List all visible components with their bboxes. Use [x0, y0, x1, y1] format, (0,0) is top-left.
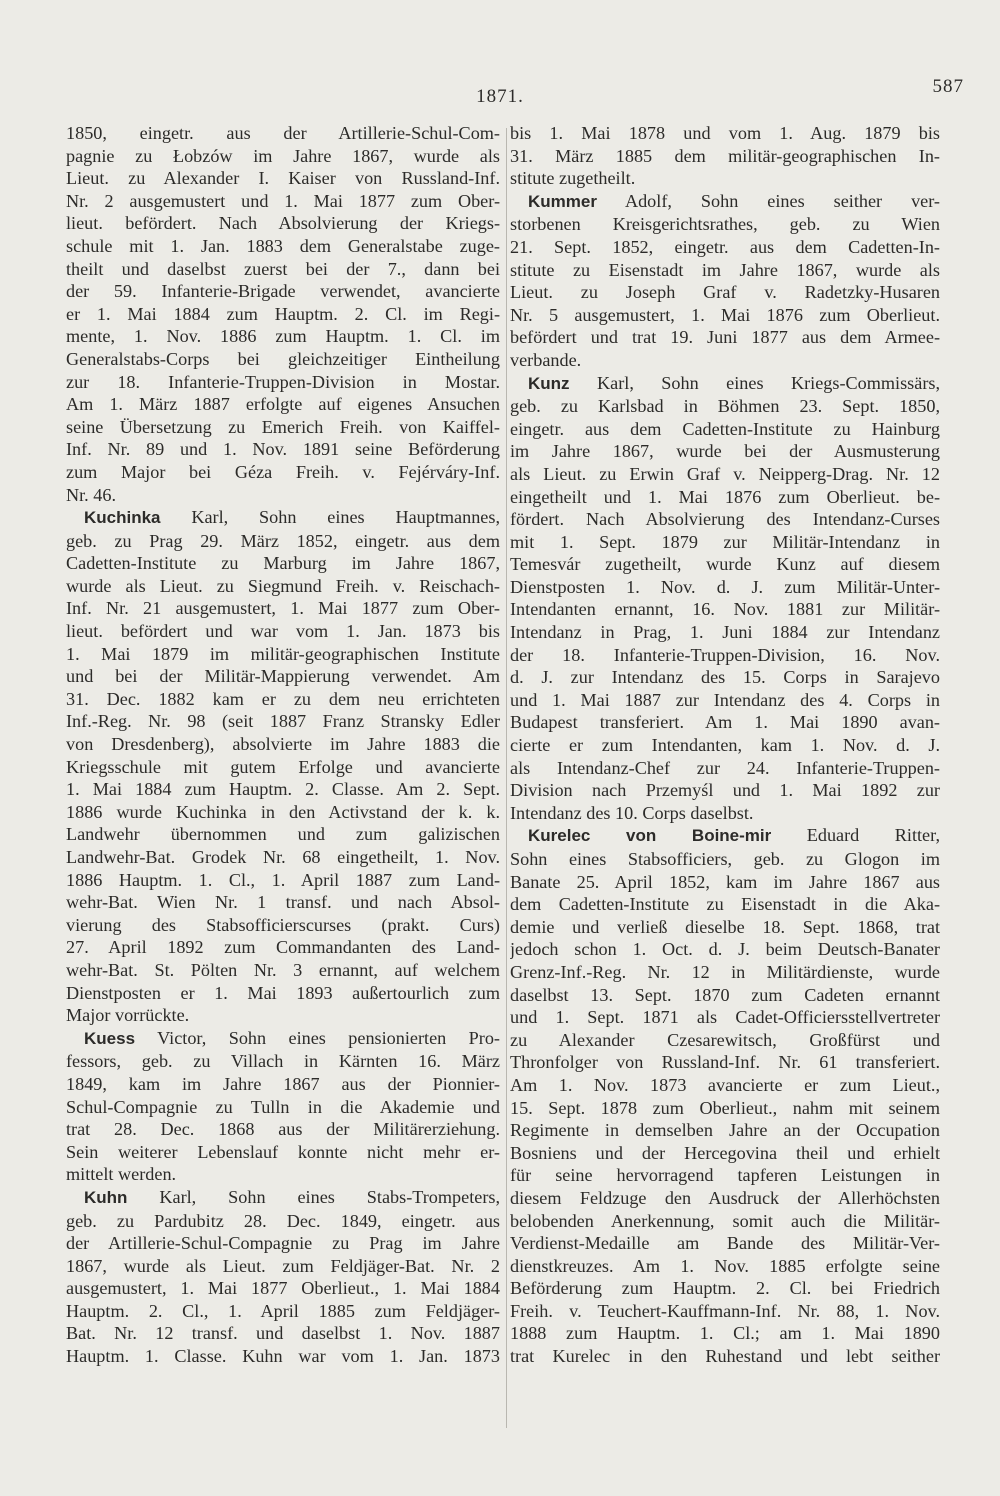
text-line — [66, 1096, 500, 1119]
entry-heading-line — [66, 1186, 500, 1210]
text-line — [510, 440, 940, 463]
line-text: Landwehr-Bat. Grodek Nr. 68 eingetheilt, 1. Nov. — [66, 847, 500, 867]
text-line — [66, 371, 500, 394]
line-text: 1850, eingetr. aus der Artillerie-Schul-Com- — [66, 123, 500, 143]
text-line — [66, 1141, 500, 1164]
text-line — [66, 1300, 500, 1323]
text-line — [66, 1322, 500, 1345]
line-text: Budapest transferiert. Am 1. Mai 1890 avan- — [510, 712, 940, 733]
text-line — [510, 463, 940, 486]
text-line — [510, 1097, 940, 1120]
line-text: belobenden Anerkennung, somit auch die Militär- — [510, 1210, 940, 1231]
line-text: Karl, Sohn eines Stabs-Trompeters, — [127, 1186, 500, 1207]
entry-surname: Kuchinka — [84, 508, 161, 528]
line-text: Banate 25. April 1852, kam im Jahre 1867 aus — [510, 871, 940, 892]
text-line — [66, 620, 500, 643]
line-text: geb. zu Karlsbad in Böhmen 23. Sept. 1850, — [510, 396, 940, 417]
line-text: Regimente in demselben Jahre an der Occupation — [510, 1120, 940, 1141]
line-text: Lieut. zu Joseph Graf v. Radetzky-Husaren — [510, 282, 940, 303]
line-text: mente, 1. Nov. 1886 zum Hauptm. 1. Cl. im — [66, 326, 500, 347]
text-line — [66, 869, 500, 892]
line-text: 31. Dec. 1882 kam er zu dem neu errichteten — [66, 688, 500, 709]
text-line — [66, 778, 500, 801]
text-line — [66, 145, 500, 168]
line-text: Major vorrückte. — [66, 1005, 190, 1026]
line-text: als Intendanz-Chef zur 24. Infanterie-Truppen- — [510, 757, 940, 778]
line-text: demie und verließ dieselbe 18. Sept. 1868, trat — [510, 916, 940, 937]
line-text: 21. Sept. 1852, eingetr. aus dem Cadetten-In- — [510, 236, 940, 257]
text-line — [510, 1142, 940, 1165]
text-line — [510, 1322, 940, 1345]
entry-heading-line — [510, 824, 940, 848]
text-line — [510, 1029, 940, 1052]
text-line — [510, 326, 940, 349]
text-line — [510, 621, 940, 644]
entry-heading-line — [66, 1027, 500, 1051]
right-text-column — [510, 122, 940, 1368]
line-text: zu Alexander Czesarewitsch, Großfürst und — [510, 1029, 940, 1050]
entry-heading-line — [510, 372, 940, 396]
line-text: diesem Feldzuge den Ausdruck der Allerhöchsten — [510, 1187, 940, 1208]
line-text: 1. Mai 1884 zum Hauptm. 2. Classe. Am 2. Sept. — [66, 779, 500, 800]
line-text: 31. März 1885 dem militär-geographischen In- — [510, 145, 940, 166]
text-line — [66, 1232, 500, 1255]
text-line — [510, 553, 940, 576]
text-line — [510, 689, 940, 712]
line-text: stitute zu Eisenstadt im Jahre 1867, wurde als — [510, 259, 940, 280]
line-text: Inf.-Reg. Nr. 98 (seit 1887 Franz Stransky Edler — [66, 711, 500, 732]
text-line — [510, 304, 940, 327]
text-line — [510, 1006, 940, 1029]
text-line — [66, 325, 500, 348]
line-text: eingetr. aus dem Cadetten-Institute zu Hainburg — [510, 418, 940, 439]
line-text: er 1. Mai 1884 zum Hauptm. 2. Cl. im Regi- — [66, 303, 500, 324]
text-line — [66, 823, 500, 846]
line-text: Grenz-Inf.-Reg. Nr. 12 in Militärdienste, wurde — [510, 961, 940, 982]
line-text: daselbst 13. Sept. 1870 zum Cadeten ernannt — [510, 984, 940, 1005]
text-line — [66, 936, 500, 959]
line-text: 1888 zum Hauptm. 1. Cl.; am 1. Mai 1890 — [510, 1323, 940, 1344]
text-line — [510, 1164, 940, 1187]
line-text: befördert und trat 19. Juni 1877 aus dem Armee- — [510, 327, 940, 348]
line-text: wurde als Lieut. zu Siegmund Freih. v. Reischach- — [66, 575, 500, 596]
text-line — [510, 1277, 940, 1300]
text-line — [510, 779, 940, 802]
text-line — [66, 280, 500, 303]
column-divider — [506, 128, 507, 1428]
line-text: Nr. 46. — [66, 484, 117, 505]
text-line — [66, 167, 500, 190]
text-line — [66, 1345, 500, 1368]
line-text: Generalstabs-Corps bei gleichzeitiger Eintheilung — [66, 348, 500, 369]
line-text: lieut. befördert und war vom 1. Jan. 1873 bis — [66, 621, 500, 642]
line-text: trat Kurelec in den Ruhestand und lebt seither — [510, 1346, 940, 1367]
line-text: theilt und daselbst zuerst bei der 7., dann bei — [66, 258, 500, 279]
text-line — [66, 348, 500, 371]
text-line — [510, 916, 940, 939]
text-line — [510, 893, 940, 916]
page-number: 587 — [932, 76, 964, 97]
line-text: Intendanz des 10. Corps daselbst. — [510, 802, 754, 823]
line-text: Hauptm. 2. Cl., 1. April 1885 zum Feldjäger- — [66, 1300, 500, 1321]
line-text: mit 1. Sept. 1879 zur Militär-Intendanz in — [510, 531, 940, 552]
text-line — [66, 688, 500, 711]
text-line — [510, 236, 940, 259]
line-text: der 18. Infanterie-Truppen-Division, 16. Nov. — [510, 644, 940, 665]
line-text: Freih. v. Teuchert-Kauffmann-Inf. Nr. 88, 1. Nov. — [510, 1300, 940, 1321]
line-text: seine Übersetzung zu Emerich Freih. von Kaiffel- — [66, 416, 500, 437]
text-line — [510, 1051, 940, 1074]
line-text: der 59. Infanterie-Brigade verwendet, avancierte — [66, 281, 500, 302]
text-line — [510, 213, 940, 236]
text-line — [66, 1210, 500, 1233]
line-text: Division nach Przemyśl und 1. Mai 1892 zur — [510, 780, 940, 801]
text-line — [66, 461, 500, 484]
text-line — [66, 665, 500, 688]
left-text-column — [66, 122, 500, 1368]
text-line — [510, 984, 940, 1007]
line-text: Inf. Nr. 21 ausgemustert, 1. Mai 1877 zum Ober- — [66, 598, 500, 619]
line-text: 1. Mai 1879 im militär-geographischen Institute — [66, 643, 500, 664]
entry-heading-line — [66, 506, 500, 530]
entry-surname: Kuhn — [84, 1187, 128, 1207]
text-line — [510, 757, 940, 780]
text-line — [510, 1345, 940, 1368]
entry-surname: Kummer — [528, 191, 597, 211]
line-text: lieut. befördert. Nach Absolvierung der Kriegs- — [66, 213, 500, 234]
text-line — [66, 552, 500, 575]
text-line — [66, 801, 500, 824]
line-text: Landwehr übernommen und zum galizischen — [66, 824, 500, 845]
text-line — [510, 122, 940, 145]
text-line — [66, 393, 500, 416]
line-text: Hauptm. 1. Classe. Kuhn war vom 1. Jan. 1873 — [66, 1346, 500, 1367]
line-text: von Dresdenberg), absolvierte im Jahre 1883 die — [66, 734, 500, 755]
text-line — [510, 418, 940, 441]
line-text: fessors, geb. zu Villach in Kärnten 16. März — [66, 1051, 500, 1072]
text-line — [510, 666, 940, 689]
text-line — [66, 1004, 500, 1027]
text-line — [66, 643, 500, 666]
text-line — [66, 235, 500, 258]
line-text: verbande. — [510, 349, 582, 370]
entry-heading-line — [510, 190, 940, 214]
text-line — [66, 416, 500, 439]
line-text: Beförderung zum Hauptm. 2. Cl. bei Friedrich — [510, 1278, 940, 1299]
text-line — [510, 486, 940, 509]
line-text: und bei der Militär-Mappierung verwendet. Am — [66, 666, 500, 687]
text-line — [66, 190, 500, 213]
line-text: trat 28. Dec. 1868 aus der Militärerziehung. — [66, 1119, 500, 1140]
line-text: 27. April 1892 zum Commandanten des Land- — [66, 937, 500, 958]
text-line — [66, 1073, 500, 1096]
text-line — [66, 733, 500, 756]
text-line — [66, 891, 500, 914]
running-head-year: 1871. — [476, 86, 524, 107]
line-text: Dienstposten 1. Nov. d. J. zum Militär-Unter- — [510, 576, 940, 597]
line-text: Victor, Sohn eines pensionierten Pro- — [135, 1027, 500, 1048]
text-line — [66, 1255, 500, 1278]
line-text: schule mit 1. Jan. 1883 dem Generalstabe zuge- — [66, 235, 500, 256]
text-line — [510, 1187, 940, 1210]
text-line — [510, 1300, 940, 1323]
text-line — [66, 303, 500, 326]
text-line — [66, 914, 500, 937]
line-text: 1886 Hauptm. 1. Cl., 1. April 1887 zum Land- — [66, 869, 500, 890]
line-text: für seine hervorragend tapferen Leistungen in — [510, 1165, 940, 1186]
line-text: Karl, Sohn eines Hauptmannes, — [160, 507, 500, 528]
line-text: Karl, Sohn eines Kriegs-Commissärs, — [569, 372, 940, 393]
text-line — [510, 598, 940, 621]
text-line — [510, 576, 940, 599]
line-text: Cadetten-Institute zu Marburg im Jahre 1867, — [66, 553, 500, 574]
text-line — [66, 710, 500, 733]
text-line — [510, 395, 940, 418]
text-line — [66, 982, 500, 1005]
line-text: und 1. Mai 1887 zur Intendanz des 4. Corps in — [510, 689, 940, 710]
line-text: Am 1. Nov. 1873 avancierte er zum Lieut., — [510, 1074, 940, 1095]
line-text: Lieut. zu Alexander I. Kaiser von Russland-Inf. — [66, 168, 500, 189]
line-text: Eduard Ritter, — [771, 825, 940, 846]
text-line — [66, 484, 500, 507]
entry-surname: Kurelec von Boine-mir — [528, 826, 772, 846]
line-text: Nr. 5 ausgemustert, 1. Mai 1876 zum Oberlieut. — [510, 304, 940, 325]
line-text: im Jahre 1867, wurde bei der Ausmusterung — [510, 441, 940, 462]
line-text: dienstkreuzes. Am 1. Nov. 1885 erfolgte seine — [510, 1255, 940, 1276]
line-text: 15. Sept. 1878 zum Oberlieut., nahm mit seinem — [510, 1097, 940, 1118]
text-line — [66, 122, 500, 145]
line-text: d. J. zur Intendanz des 15. Corps in Sarajevo — [510, 667, 940, 688]
text-line — [66, 1050, 500, 1073]
line-text: 1886 wurde Kuchinka in den Activstand der k. k. — [66, 801, 500, 822]
line-text: Inf. Nr. 89 und 1. Nov. 1891 seine Beförderung — [66, 439, 500, 460]
line-text: Verdienst-Medaille am Bande des Militär-Ver- — [510, 1233, 940, 1254]
line-text: Dienstposten er 1. Mai 1893 außertourlich zum — [66, 982, 500, 1003]
line-text: ausgemustert, 1. Mai 1877 Oberlieut., 1. Mai 1884 — [66, 1278, 500, 1299]
line-text: und 1. Sept. 1871 als Cadet-Officiersstellvertreter — [510, 1007, 940, 1028]
line-text: geb. zu Prag 29. März 1852, eingetr. aus dem — [66, 530, 500, 551]
line-text: Bosniens und der Hercegovina theil und erhielt — [510, 1142, 940, 1163]
line-text: Thronfolger von Russland-Inf. Nr. 61 transferiert. — [510, 1052, 940, 1073]
text-line — [510, 961, 940, 984]
line-text: eingetheilt und 1. Mai 1876 zum Oberlieut. be- — [510, 486, 940, 507]
text-line — [510, 259, 940, 282]
text-line — [66, 212, 500, 235]
text-line — [66, 438, 500, 461]
text-line — [510, 1119, 940, 1142]
line-text: geb. zu Pardubitz 28. Dec. 1849, eingetr. aus — [66, 1210, 500, 1231]
text-line — [510, 871, 940, 894]
text-line — [510, 711, 940, 734]
line-text: 1867, wurde als Lieut. zum Feldjäger-Bat. Nr. 2 — [66, 1255, 500, 1276]
text-line — [510, 1232, 940, 1255]
entry-surname: Kuess — [84, 1028, 136, 1048]
text-line — [66, 959, 500, 982]
text-line — [66, 597, 500, 620]
text-line — [510, 349, 940, 372]
line-text: als Lieut. zu Erwin Graf v. Neipperg-Drag. Nr. 12 — [510, 463, 940, 484]
line-text: Intendanten ernannt, 16. Nov. 1881 zur Militär- — [510, 599, 940, 620]
text-line — [510, 145, 940, 168]
text-line — [66, 575, 500, 598]
text-line — [510, 802, 940, 825]
text-line — [66, 756, 500, 779]
text-line — [510, 734, 940, 757]
line-text: Sein weiterer Lebenslauf konnte nicht mehr er- — [66, 1141, 500, 1162]
text-line — [510, 531, 940, 554]
text-line — [510, 1074, 940, 1097]
line-text: dem Cadetten-Institute zu Eisenstadt in die Aka- — [510, 894, 940, 915]
line-text: zum Major bei Géza Freih. v. Fejérváry-Inf. — [66, 461, 500, 482]
text-line — [66, 846, 500, 869]
line-text: der Artillerie-Schul-Compagnie zu Prag im Jahre — [66, 1233, 500, 1254]
line-text: fördert. Nach Absolvierung des Intendanz-Curses — [510, 509, 940, 530]
line-text: vierung des Stabsofficierscurses (prakt. Curs) — [66, 914, 500, 935]
entry-surname: Kunz — [528, 373, 570, 393]
line-text: Temesvár zugetheilt, wurde Kunz auf diesem — [510, 554, 940, 575]
text-line — [66, 258, 500, 281]
line-text: Kriegsschule mit gutem Erfolge und avancierte — [66, 756, 500, 777]
line-text: Adolf, Sohn eines seither ver- — [596, 190, 940, 211]
line-text: bis 1. Mai 1878 und vom 1. Aug. 1879 bis — [510, 123, 940, 143]
line-text: storbenen Kreisgerichtsrathes, geb. zu Wien — [510, 214, 940, 235]
line-text: 1849, kam im Jahre 1867 aus der Pionnier- — [66, 1073, 500, 1094]
line-text: Nr. 2 ausgemustert und 1. Mai 1877 zum Ober- — [66, 190, 500, 211]
text-line — [510, 938, 940, 961]
line-text: Am 1. März 1887 erfolgte auf eigenes Ansuchen — [66, 394, 500, 415]
line-text: Bat. Nr. 12 transf. und daselbst 1. Nov. 1887 — [66, 1323, 500, 1344]
text-line — [66, 1118, 500, 1141]
line-text: Intendanz in Prag, 1. Juni 1884 zur Intendanz — [510, 622, 940, 643]
line-text: jedoch schon 1. Oct. d. J. beim Deutsch-Banater — [510, 939, 940, 960]
text-line — [510, 1255, 940, 1278]
text-line — [66, 1277, 500, 1300]
line-text: mittelt werden. — [66, 1164, 177, 1185]
text-line — [510, 644, 940, 667]
line-text: stitute zugetheilt. — [510, 168, 636, 189]
line-text: zur 18. Infanterie-Truppen-Division in Mostar. — [66, 371, 500, 392]
line-text: wehr-Bat. St. Pölten Nr. 3 ernannt, auf welchem — [66, 959, 500, 980]
text-line — [66, 530, 500, 553]
line-text: cierte er zum Intendanten, kam 1. Nov. d. J. — [510, 735, 940, 756]
line-text: wehr-Bat. Wien Nr. 1 transf. und nach Absol- — [66, 892, 500, 913]
text-line — [510, 167, 940, 190]
text-line — [510, 848, 940, 871]
text-line — [66, 1163, 500, 1186]
text-line — [510, 281, 940, 304]
line-text: pagnie zu Łobzów im Jahre 1867, wurde als — [66, 145, 500, 166]
line-text: Schul-Compagnie zu Tulln in die Akademie und — [66, 1096, 500, 1117]
text-line — [510, 508, 940, 531]
line-text: Sohn eines Stabsofficiers, geb. zu Glogon im — [510, 849, 940, 869]
text-line — [510, 1210, 940, 1233]
